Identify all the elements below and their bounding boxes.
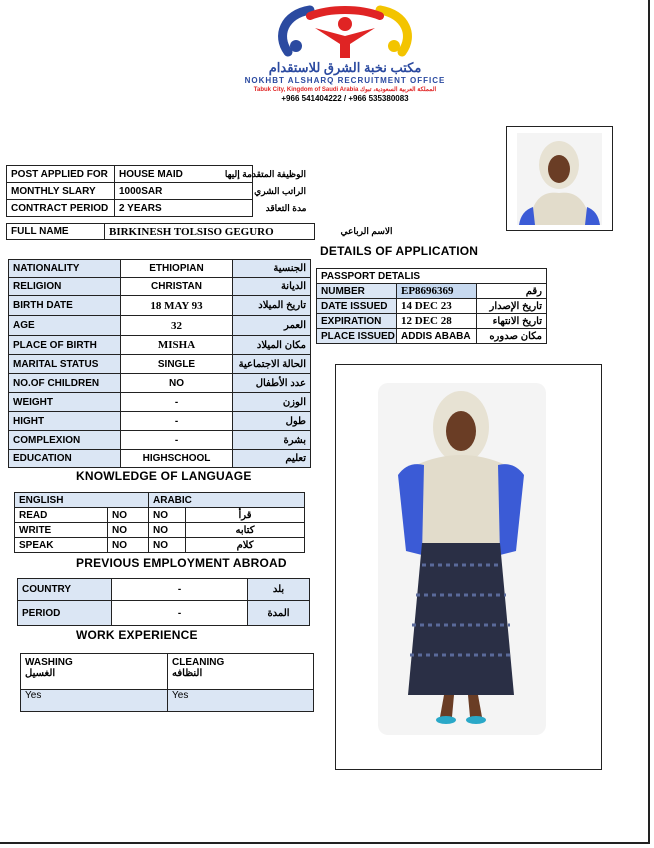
- personal-value: MISHA: [121, 336, 233, 355]
- passport-label-arabic: تاريخ الانتهاء: [477, 314, 547, 329]
- arabic-header: ARABIC: [149, 493, 305, 508]
- experience-item: [168, 654, 314, 690]
- passport-label: EXPIRATION: [317, 314, 397, 329]
- arabic-level: NO: [149, 538, 186, 553]
- table-row: [9, 296, 311, 316]
- language-skill-arabic: كتابه: [186, 523, 305, 538]
- experience-item: [21, 654, 168, 690]
- personal-label: NATIONALITY: [9, 260, 121, 278]
- employment-label-arabic: المدة: [248, 601, 310, 626]
- full-body-person-icon: [336, 365, 601, 769]
- personal-value: CHRISTAN: [121, 278, 233, 296]
- personal-label: PLACE OF BIRTH: [9, 336, 121, 355]
- table-row: [15, 538, 305, 553]
- table-row: [317, 314, 547, 329]
- applicant-portrait: [506, 126, 613, 231]
- personal-label-arabic: تاريخ الميلاد: [233, 296, 311, 316]
- job-row: [7, 166, 311, 183]
- full-name-table: [6, 223, 397, 240]
- personal-value: 18 MAY 93: [121, 296, 233, 316]
- passport-number: EP8696369: [397, 284, 477, 299]
- portrait-person-icon: [507, 127, 612, 230]
- job-label-arabic: الراتب الشري: [254, 185, 306, 196]
- table-row: [9, 260, 311, 278]
- passport-label-arabic: تاريخ الإصدار: [477, 299, 547, 314]
- personal-label: RELIGION: [9, 278, 121, 296]
- company-logo-icon: [270, 6, 420, 62]
- experience-skill: CLEANING: [172, 657, 225, 668]
- personal-details-table: [8, 259, 311, 468]
- personal-label-arabic: طول: [233, 412, 311, 431]
- job-row: [7, 183, 311, 200]
- personal-label-arabic: تعليم: [233, 450, 311, 468]
- personal-label-arabic: الحالة الاجتماعية: [233, 355, 311, 374]
- job-label: POST APPLIED FOR: [7, 166, 115, 183]
- table-row: [317, 284, 547, 299]
- table-row: [9, 278, 311, 296]
- personal-label: WEIGHT: [9, 393, 121, 412]
- english-header: ENGLISH: [15, 493, 149, 508]
- table-row: [9, 316, 311, 336]
- table-row: [317, 329, 547, 344]
- language-skill: WRITE: [15, 523, 108, 538]
- job-value: HOUSE MAID: [115, 166, 253, 183]
- table-row: [9, 374, 311, 393]
- full-name-label: FULL NAME: [7, 224, 105, 240]
- company-english-name: NOKHBT ALSHARQ RECRUITMENT OFFICE: [244, 76, 446, 85]
- personal-value: -: [121, 412, 233, 431]
- employment-value: -: [112, 601, 248, 626]
- language-skill: SPEAK: [15, 538, 108, 553]
- details-title: DETAILS OF APPLICATION: [320, 244, 479, 258]
- passport-label-arabic: رقم: [477, 284, 547, 299]
- job-row: [7, 200, 311, 217]
- job-label: MONTHLY SLARY: [7, 183, 115, 200]
- employment-table: [17, 578, 310, 626]
- passport-label: DATE ISSUED: [317, 299, 397, 314]
- language-skill-arabic: كلام: [186, 538, 305, 553]
- table-row: [9, 393, 311, 412]
- personal-label: MARITAL STATUS: [9, 355, 121, 374]
- passport-title: PASSPORT DETALIS: [317, 269, 547, 284]
- passport-value: 14 DEC 23: [397, 299, 477, 314]
- employment-label-arabic: بلد: [248, 579, 310, 601]
- employment-title: PREVIOUS EMPLOYMENT ABROAD: [76, 556, 287, 570]
- english-level: NO: [108, 538, 149, 553]
- passport-label: NUMBER: [317, 284, 397, 299]
- table-row: [9, 450, 311, 468]
- experience-skill-arabic: النظافه: [172, 668, 203, 679]
- table-row: [15, 523, 305, 538]
- personal-value: HIGHSCHOOL: [121, 450, 233, 468]
- table-row: [18, 579, 310, 601]
- company-location: Tabuk City, Kingdom of Saudi Arabia المملكة العربية السعودية، تبوك: [253, 87, 437, 93]
- personal-label: EDUCATION: [9, 450, 121, 468]
- language-skill-arabic: قرأ: [186, 508, 305, 523]
- full-name-label-arabic: الاسم الرباعي: [340, 226, 393, 236]
- applicant-full-photo: [335, 364, 602, 770]
- full-name-value: BIRKINESH TOLSISO GEGURO: [105, 224, 315, 240]
- experience-value: Yes: [21, 690, 168, 712]
- passport-value: ADDIS ABABA: [397, 329, 477, 344]
- employment-label: PERIOD: [18, 601, 112, 626]
- personal-label-arabic: الديانة: [233, 278, 311, 296]
- job-label: CONTRACT PERIOD: [7, 200, 115, 217]
- company-phones: +966 541404222 / +966 535380083: [281, 94, 409, 103]
- table-row: [18, 601, 310, 626]
- experience-table: [20, 653, 314, 712]
- personal-value: ETHIOPIAN: [121, 260, 233, 278]
- personal-value: -: [121, 393, 233, 412]
- passport-table: [316, 268, 547, 344]
- personal-label: AGE: [9, 316, 121, 336]
- language-table: [14, 492, 305, 553]
- personal-label-arabic: العمر: [233, 316, 311, 336]
- table-row: [15, 508, 305, 523]
- personal-label-arabic: عدد الأطفال: [233, 374, 311, 393]
- personal-value: SINGLE: [121, 355, 233, 374]
- language-skill: READ: [15, 508, 108, 523]
- language-title: KNOWLEDGE OF LANGUAGE: [76, 469, 252, 483]
- employment-value: -: [112, 579, 248, 601]
- job-value: 2 YEARS: [115, 200, 253, 217]
- arabic-level: NO: [149, 508, 186, 523]
- job-label-arabic: الوظيفة المتقدمة إليها: [224, 168, 306, 179]
- personal-label-arabic: الجنسية: [233, 260, 311, 278]
- english-level: NO: [108, 508, 149, 523]
- personal-value: -: [121, 431, 233, 450]
- passport-label: PLACE ISSUED: [317, 329, 397, 344]
- job-table: [6, 165, 311, 217]
- table-row: [317, 299, 547, 314]
- table-row: [9, 336, 311, 355]
- experience-skill: WASHING: [25, 657, 73, 668]
- personal-value: NO: [121, 374, 233, 393]
- passport-value: 12 DEC 28: [397, 314, 477, 329]
- table-row: [9, 355, 311, 374]
- personal-value: 32: [121, 316, 233, 336]
- personal-label: NO.OF CHILDREN: [9, 374, 121, 393]
- header: [200, 6, 490, 102]
- personal-label: BIRTH DATE: [9, 296, 121, 316]
- experience-value: Yes: [168, 690, 314, 712]
- experience-skill-arabic: الغسيل: [25, 668, 56, 679]
- company-arabic-name: مكتب نخبة الشرق للاستقدام: [268, 60, 422, 75]
- passport-label-arabic: مكان صدوره: [477, 329, 547, 344]
- personal-label: COMPLEXION: [9, 431, 121, 450]
- personal-label-arabic: بشرة: [233, 431, 311, 450]
- personal-label-arabic: مكان الميلاد: [233, 336, 311, 355]
- arabic-level: NO: [149, 523, 186, 538]
- english-level: NO: [108, 523, 149, 538]
- table-row: [9, 431, 311, 450]
- job-value: 1000SAR: [115, 183, 253, 200]
- table-row: [9, 412, 311, 431]
- experience-title: WORK EXPERIENCE: [76, 628, 198, 642]
- employment-label: COUNTRY: [18, 579, 112, 601]
- personal-label-arabic: الوزن: [233, 393, 311, 412]
- job-label-arabic: مدة التعاقد: [265, 202, 307, 213]
- personal-label: HIGHT: [9, 412, 121, 431]
